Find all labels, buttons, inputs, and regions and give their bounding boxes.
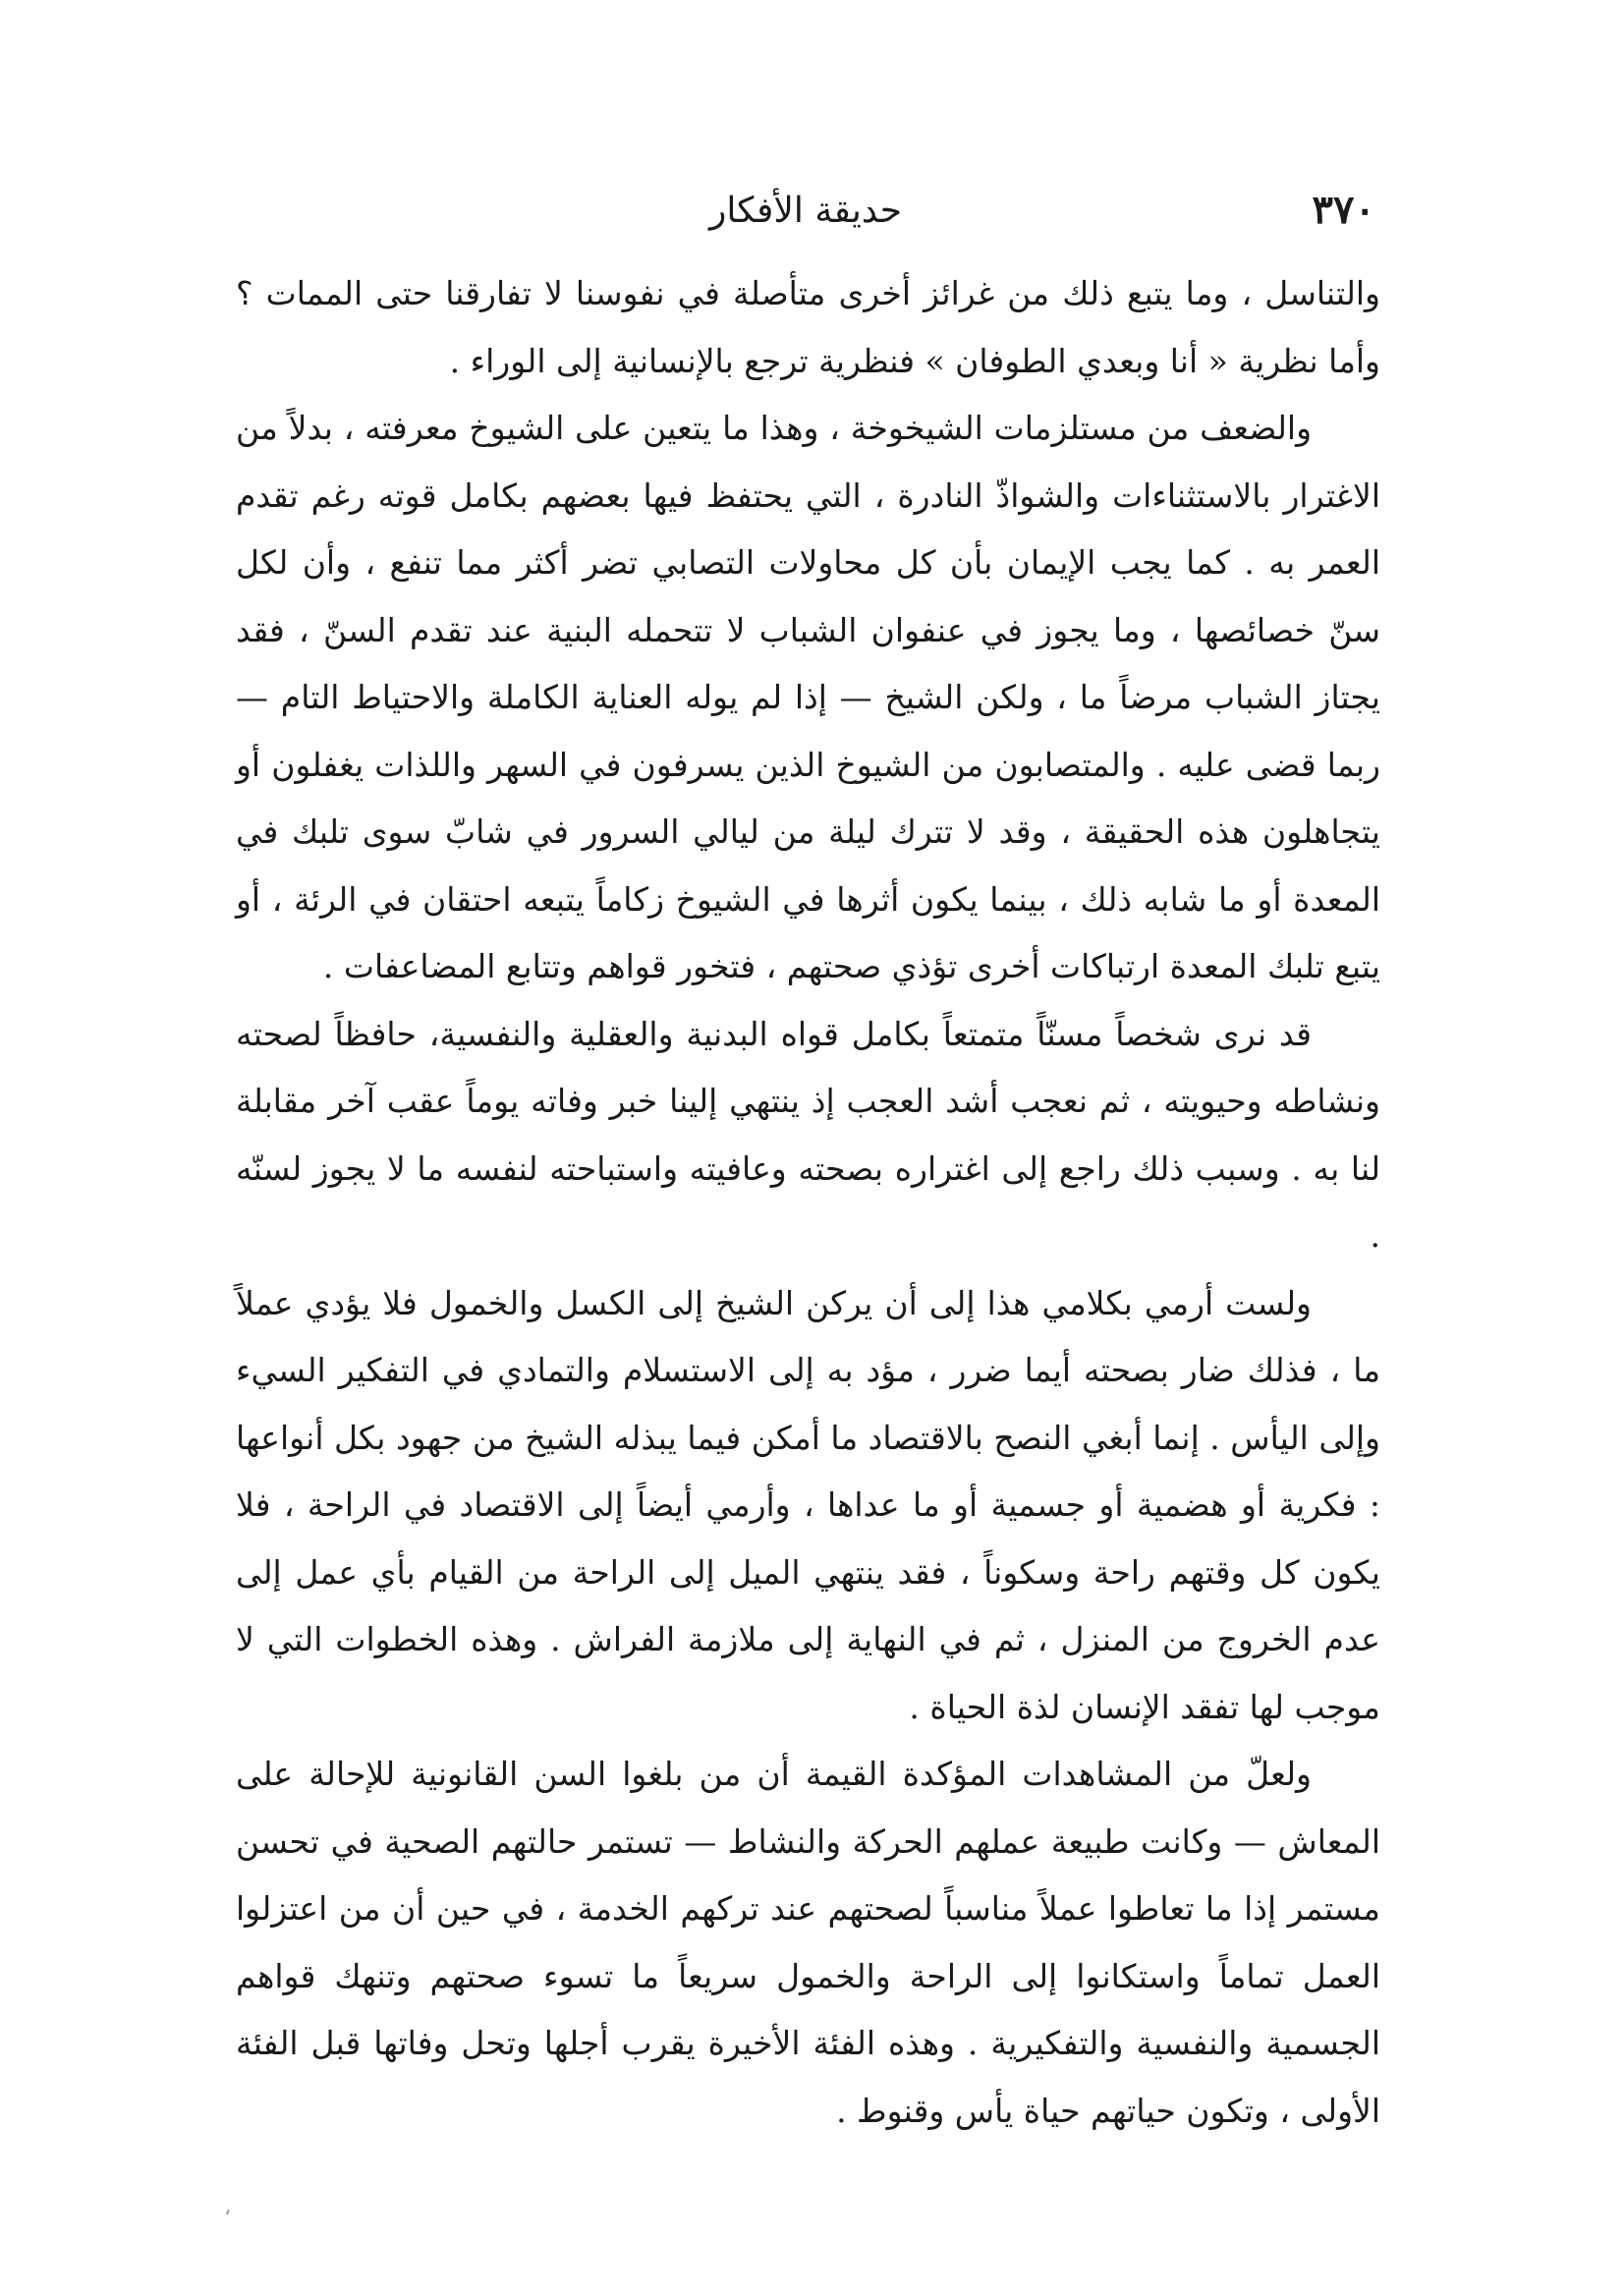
scan-mark: ،: [224, 2196, 232, 2220]
page-number: ٣٧٠: [1312, 187, 1375, 233]
page-header: [236, 187, 1375, 255]
paragraph-retirement: ولعلّ من المشاهدات المؤكدة القيمة أن من بلغوا السن القانونية للإحالة على المعاش — وكانت طبيعة عملهم الحركة والنشاط — تستمر حالتهم الصحية في تحسن مستمر إذا ما تعاطوا عملاً مناسباً لصحتهم عند تركهم الخدمة ، في حين أن من اعتزلوا العمل تماماً واستكانوا إلى الراحة والخمول سريعاً ما تسوء صحتهم وتنهك قواهم الجسمية والنفسية والتفكيرية . وهذه الفئة الأخيرة يقرب أجلها وتحل وفاتها قبل الفئة الأولى ، وتكون حياتهم حياة يأس وقنوط .: [236, 1755, 1380, 2130]
running-title: حديقة الأفكار: [708, 191, 903, 231]
paragraph-continuation: والتناسل ، وما يتبع ذلك من غرائز أخرى متأصلة في نفوسنا لا تفارقنا حتى الممات ؟ وأما نظرية « أنا وبعدي الطوفان » فنظرية ترجع بالإنسانية إلى الوراء .: [236, 274, 1380, 380]
paragraph-elderly-person: قد نرى شخصاً مسنّاً متمتعاً بكامل قواه البدنية والعقلية والنفسية، حافظاً لصحته ونشاطه وحيويته ، ثم نعجب أشد العجب إذ ينتهي إلينا خبر وفاته يوماً عقب آخر مقابلة لنا به . وسبب ذلك راجع إلى اغتراره بصحته وعافيته واستباحته لنفسه ما لا يجوز لسنّه .: [236, 1014, 1380, 1255]
paragraph-weakness: والضعف من مستلزمات الشيخوخة ، وهذا ما يتعين على الشيوخ معرفته ، بدلاً من الاغترار بالاستثناءات والشواذّ النادرة ، التي يحتفظ فيها بعضهم بكامل قوته رغم تقدم العمر به . كما يجب الإيمان بأن كل محاولات التصابي تضر أكثر مما تنفع ، وأن لكل سنّ خصائصها ، وما يجوز في عنفوان الشباب لا تتحمله البنية عند تقدم السنّ ، فقد يجتاز الشباب مرضاً ما ، ولكن الشيخ — إذا لم يوله العناية الكاملة والاحتياط التام — ربما قضى عليه . والمتصابون من الشيوخ الذين يسرفون في السهر واللذات يغفلون أو يتجاهلون هذه الحقيقة ، وقد لا تترك ليلة من ليالي السرور في شابّ سوى تلبك في المعدة أو ما شابه ذلك ، بينما يكون أثرها في الشيوخ زكاماً يتبعه احتقان في الرئة ، أو يتبع تلبك المعدة ارتباكات أخرى تؤذي صحتهم ، فتخور قواهم وتتابع المضاعفات .: [236, 409, 1380, 985]
body-text: [236, 260, 1380, 2145]
paragraph-moderation: ولست أرمي بكلامي هذا إلى أن يركن الشيخ إلى الكسل والخمول فلا يؤدي عملاً ما ، فذلك ضار بصحته أيما ضرر ، مؤد به إلى الاستسلام والتمادي في التفكير السيء وإلى اليأس . إنما أبغي النصح بالاقتصاد ما أمكن فيما يبذله الشيخ من جهود بكل أنواعها : فكرية أو هضمية أو جسمية أو ما عداها ، وأرمي أيضاً إلى الاقتصاد في الراحة ، فلا يكون كل وقتهم راحة وسكوناً ، فقد ينتهي الميل إلى الراحة من القيام بأي عمل إلى عدم الخروج من المنزل ، ثم في النهاية إلى ملازمة الفراش . وهذه الخطوات التي لا موجب لها تفقد الإنسان لذة الحياة .: [236, 1283, 1380, 1726]
